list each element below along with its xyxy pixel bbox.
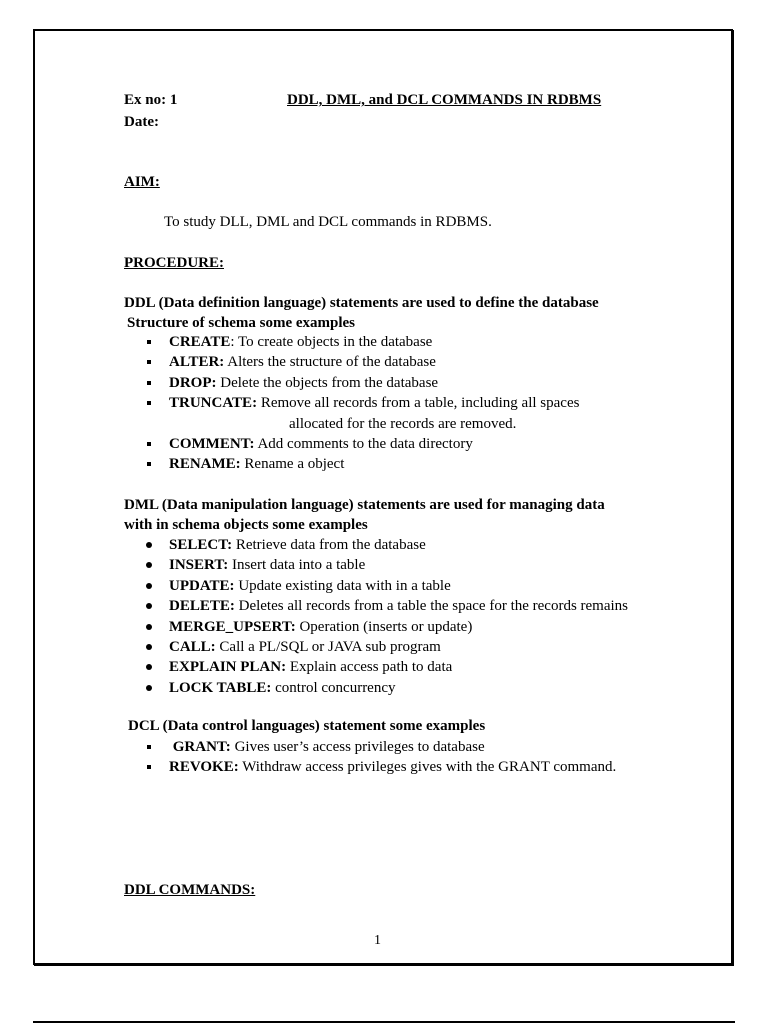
list-item — [146, 454, 579, 474]
list-item — [146, 637, 628, 657]
list-item — [146, 617, 628, 637]
date-label: Date: — [124, 114, 159, 130]
command-description: Gives user’s access privileges to database — [230, 739, 485, 755]
list-item — [146, 596, 628, 616]
page-number: 1 — [374, 933, 381, 948]
command-description: Operation (inserts or update) — [295, 618, 473, 635]
list-item — [146, 434, 579, 454]
dml-command-list — [146, 535, 628, 698]
exercise-number: Ex no: 1 — [124, 92, 178, 108]
list-item — [146, 373, 579, 393]
command-term: SELECT: — [169, 537, 233, 553]
list-item — [146, 678, 628, 698]
command-term: DROP: — [169, 374, 217, 391]
dcl-intro: DCL (Data control languages) statement some examples — [128, 718, 486, 734]
command-term: LOCK TABLE: — [169, 679, 272, 696]
command-description: Remove all records from a table, including all spaces — [257, 395, 580, 412]
list-item — [146, 393, 579, 434]
command-description: Retrieve data from the database — [232, 537, 426, 553]
command-description: Insert data into a table — [228, 557, 366, 574]
ddl-intro-line2: Structure of schema some examples — [127, 315, 356, 331]
command-term: DELETE: — [169, 598, 235, 615]
list-item — [146, 535, 628, 555]
command-term: EXPLAIN PLAN: — [169, 659, 287, 676]
command-term: CREATE — [169, 334, 231, 350]
dml-intro-line1: DML (Data manipulation language) statements are used for managing data — [124, 497, 605, 513]
command-description-continued: allocated for the records are removed. — [289, 415, 517, 432]
next-page-top-rule — [33, 1021, 735, 1023]
command-description: Explain access path to data — [286, 659, 453, 676]
ddl-intro-line1: DDL (Data definition language) statements are used to define the database — [124, 295, 599, 311]
list-item — [146, 332, 579, 352]
command-description: : To create objects in the database — [230, 334, 433, 350]
command-description: Call a PL/SQL or JAVA sub program — [215, 639, 441, 656]
command-term: CALL: — [169, 639, 216, 656]
aim-heading: AIM: — [124, 174, 160, 190]
command-term: COMMENT: — [169, 436, 255, 453]
command-description: Rename a object — [240, 456, 345, 473]
dcl-command-list — [146, 737, 616, 778]
command-description: control concurrency — [271, 679, 396, 696]
command-description: Update existing data with in a table — [234, 577, 451, 594]
list-item — [146, 555, 628, 575]
command-term: RENAME: — [169, 456, 241, 473]
ddl-command-list — [146, 332, 579, 475]
command-description: Alters the structure of the database — [224, 354, 436, 371]
command-term: UPDATE: — [169, 577, 235, 594]
list-item — [146, 352, 579, 372]
list-item — [146, 757, 616, 777]
dml-intro-line2: with in schema objects some examples — [124, 517, 368, 533]
list-item — [146, 657, 628, 677]
command-term: REVOKE: — [169, 759, 239, 776]
command-description: Add comments to the data directory — [254, 436, 473, 453]
list-item — [146, 737, 616, 757]
command-term: ALTER: — [169, 354, 225, 371]
ddl-commands-heading: DDL COMMANDS: — [124, 882, 256, 898]
procedure-heading: PROCEDURE: — [124, 255, 224, 271]
command-description: Delete the objects from the database — [216, 374, 439, 391]
command-description: Deletes all records from a table the space for the records remains — [234, 598, 629, 615]
command-term: GRANT: — [169, 739, 231, 755]
command-term: INSERT: — [169, 557, 229, 574]
list-item — [146, 576, 628, 596]
aim-text: To study DLL, DML and DCL commands in RDBMS. — [164, 214, 492, 230]
command-description: Withdraw access privileges gives with the GRANT command. — [238, 759, 617, 776]
command-term: TRUNCATE: — [169, 395, 258, 412]
document-title: DDL, DML, and DCL COMMANDS IN RDBMS — [287, 92, 602, 108]
command-term: MERGE_UPSERT: — [169, 618, 296, 635]
